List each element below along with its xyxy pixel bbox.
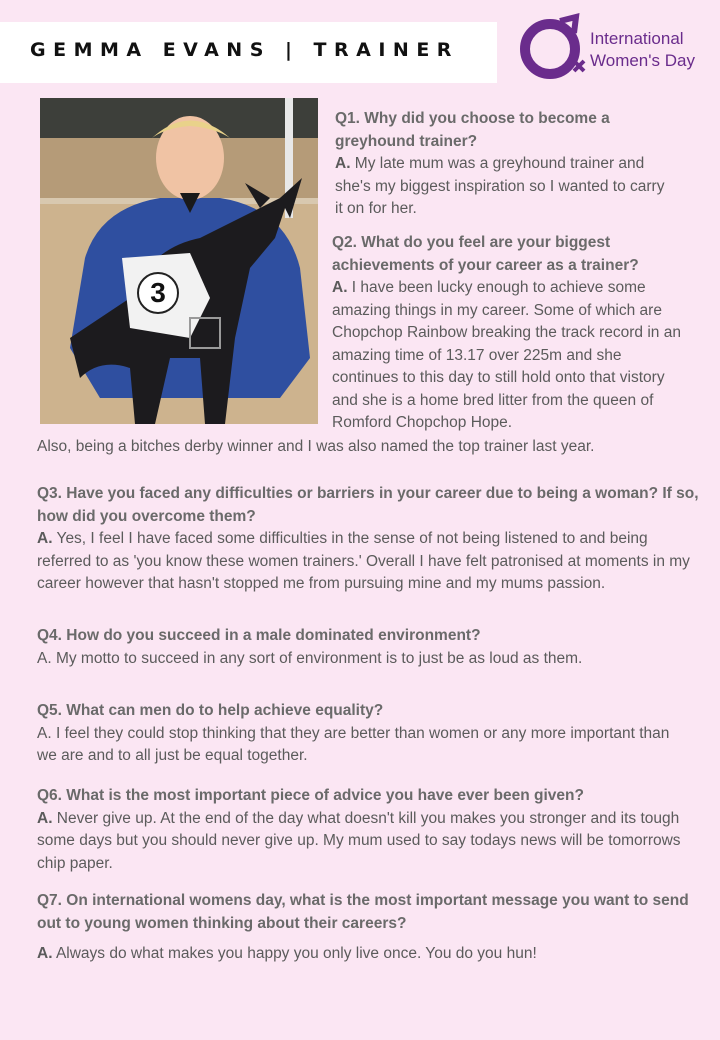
answer-6	[37, 808, 702, 876]
answer-2	[332, 277, 687, 435]
answer-label: A.	[37, 809, 53, 827]
qa-item-1	[335, 108, 665, 221]
qa-item-7	[37, 890, 702, 966]
trainer-photo	[40, 98, 318, 424]
question-5: Q5. What can men do to help achieve equality?	[37, 702, 384, 719]
answer-text: Yes, I feel I have faced some difficulties in the sense of not being listened to and being referred to as 'you know these women trainers.' Overall I have felt patronised at moments in my career however that hasn't stopped me from pursuing mine and my mums passion.	[37, 530, 690, 592]
answer-label: A.	[335, 155, 351, 172]
qa-item-4	[37, 625, 702, 670]
answer-7	[37, 943, 702, 966]
answer-label: A.	[37, 530, 53, 547]
answer-label: A.	[332, 279, 348, 296]
answer-1	[335, 153, 665, 221]
question-4: Q4. How do you succeed in a male dominated environment?	[37, 627, 481, 644]
answer-5: A. I feel they could stop thinking that they are better than women or any more important than we are and to all just be equal together.	[37, 724, 670, 764]
question-1: Q1. Why did you choose to become a greyhound trainer?	[335, 110, 610, 150]
answer-text: I have been lucky enough to achieve some amazing things in my career. Some of which are Chopchop Rainbow breaking the track record in an amazing time of 13.17 over 225m and she continues to this day to still hold onto that vistory and she is a home bred litter from the queen of Romford Chopchop Hope.	[332, 279, 681, 431]
qa-item-5	[37, 700, 677, 768]
page-title: GEMMA EVANS | TRAINER	[30, 39, 459, 61]
answer-3	[37, 528, 702, 596]
answer-text: Always do what makes you happy you only live once. You do you hun!	[52, 945, 537, 962]
qa-item-3	[37, 483, 702, 596]
answer-label: A.	[37, 945, 53, 962]
logo-text-line1: International	[590, 29, 684, 48]
venus-symbol-icon	[514, 11, 590, 87]
question-3: Q3. Have you faced any difficulties or barriers in your career due to being a woman? If so, how did you overcome them?	[37, 485, 699, 525]
answer-2-continued: Also, being a bitches derby winner and I was also named the top trainer last year.	[37, 438, 595, 455]
iwd-logo	[514, 11, 714, 87]
logo-text-line2: Women's Day	[590, 51, 695, 70]
answer-4: A. My motto to succeed in any sort of environment is to just be as loud as them.	[37, 649, 583, 667]
question-6: Q6. What is the most important piece of advice you have ever been given?	[37, 787, 584, 804]
answer-text: Never give up. At the end of the day what doesn't kill you makes you stronger and its tough some days but you should never give up. My mum used to say todays news will be tomorrows chip paper.	[37, 809, 681, 872]
question-2: Q2. What do you feel are your biggest achievements of your career as a trainer?	[332, 234, 639, 274]
qa-item-6	[37, 785, 702, 875]
answer-text: My late mum was a greyhound trainer and she's my biggest inspiration so I wanted to carry it on for her.	[335, 155, 665, 217]
qa-item-2	[332, 232, 687, 435]
race-number: 3	[150, 277, 166, 308]
question-7: Q7. On international womens day, what is the most important message you want to send out to young women thinking about their careers?	[37, 892, 689, 932]
